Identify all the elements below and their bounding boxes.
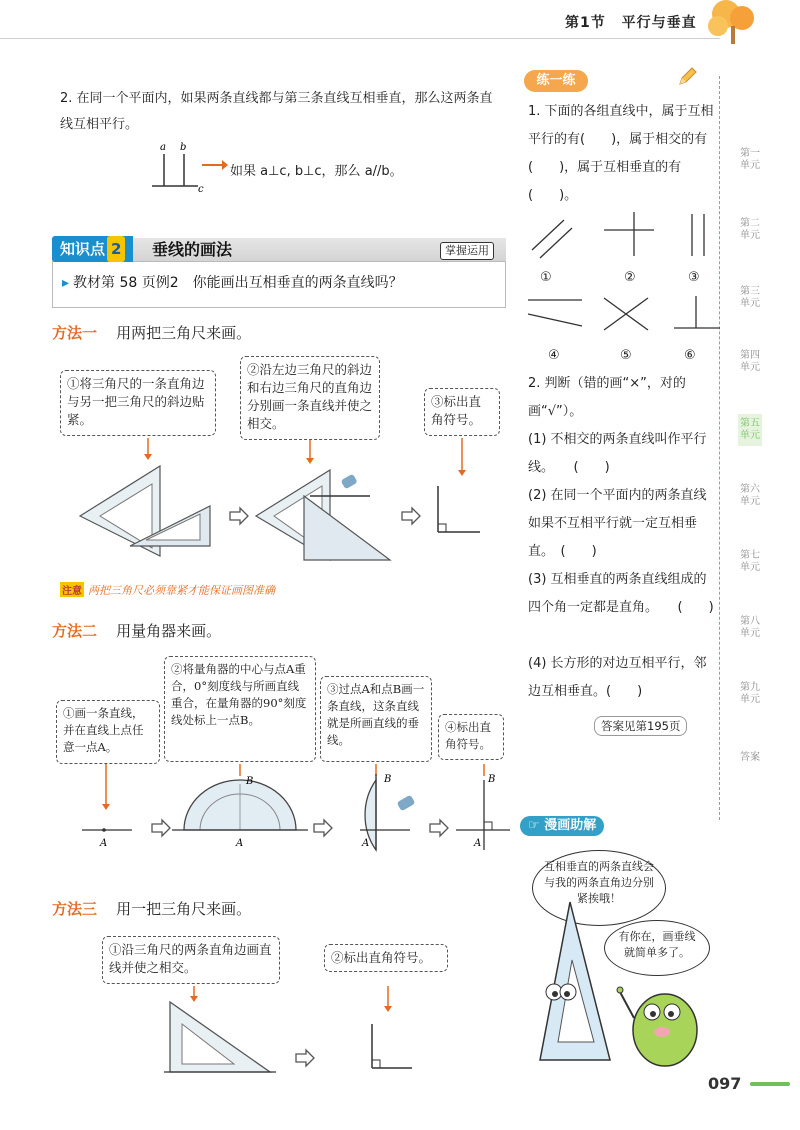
tab-unit-6[interactable]: 第六单元 <box>740 484 760 507</box>
method2-step1: ①画一条直线，并在直线上点任意一点A。 <box>56 700 160 764</box>
method3-text: 用一把三角尺来画。 <box>116 900 252 918</box>
fig-label-2: ② <box>624 270 636 285</box>
method1-step1: ①将三角尺的一条直角边与另一把三角尺的斜边贴紧。 <box>60 370 216 436</box>
section-name: 平行与垂直 <box>621 15 697 31</box>
method3-step1: ①沿三角尺的两条直角边画直线并使之相交。 <box>102 936 280 984</box>
speech-bubble-character: 有你在，画垂线就简单多了。 <box>604 920 710 976</box>
practice-q2-item1: (1) 不相交的两条直线叫作平行线。 ( ) <box>528 432 707 475</box>
knowledge-point-title: 垂线的画法 <box>152 240 233 259</box>
page-number: 097 <box>708 1074 742 1093</box>
practice-q1: 1. 下面的各组直线中，属于互相平行的有( )，属于相交的有( )，属于互相垂直的有( )。 <box>528 104 714 203</box>
method1-heading <box>52 322 251 343</box>
tab-unit-8[interactable]: 第八单元 <box>740 616 760 639</box>
method1-label: 方法一 <box>52 324 98 342</box>
practice-q2-item3: (3) 互相垂直的两条直线组成的四个角一定都是直角。 ( ) <box>528 572 714 615</box>
method2-step2: ②将量角器的中心与点A重合，0°刻度线与所画直线重合，在量角器的90°刻度线处标上一点B。 <box>164 656 316 762</box>
label-a: a <box>160 142 166 153</box>
fig-label-4: ④ <box>548 348 560 363</box>
cartoon-illustration <box>520 900 720 1070</box>
example-prompt <box>62 272 403 292</box>
note-text: 两把三角尺必须靠紧才能保证画图准确 <box>88 584 275 597</box>
answer-reference <box>594 716 687 736</box>
method3-figures <box>150 984 450 1084</box>
method1-step3: ③标出直角符号。 <box>424 388 500 436</box>
method2-text: 用量角器来画。 <box>116 622 222 640</box>
method2-fig1-label-a: A <box>100 838 108 849</box>
tab-unit-3[interactable]: 第三单元 <box>740 286 760 309</box>
method2-fig4-label-b: B <box>488 774 496 785</box>
knowledge-point-label: 知识点 <box>60 240 106 258</box>
triangle-bullet-icon: ▸ <box>62 275 70 291</box>
tab-unit-4[interactable]: 第四单元 <box>740 350 760 373</box>
method3-step2: ②标出直角符号。 <box>324 944 448 972</box>
mastery-badge: 掌握运用 <box>440 242 494 260</box>
practice-q2: 2. 判断（错的画“×”，对的画“√”）。 <box>528 376 686 419</box>
tab-unit-5[interactable]: 第五单元 <box>738 414 762 446</box>
method2-label: 方法二 <box>52 622 98 640</box>
method1-text: 用两把三角尺来画。 <box>116 324 252 342</box>
practice-tag: 练一练 <box>524 70 588 92</box>
parallel-rule-text: 2. 在同一个平面内，如果两条直线都与第三条直线互相垂直，那么这两条直线互相平行。 <box>60 91 493 132</box>
fig-label-3: ③ <box>688 270 700 285</box>
note-tag: 注意 <box>60 582 84 597</box>
parallel-lines-figure <box>150 140 210 194</box>
method3-label: 方法三 <box>52 900 98 918</box>
answer-ref-text: 答案见第195页 <box>601 719 681 733</box>
fig-label-5: ⑤ <box>620 348 632 363</box>
label-b: b <box>180 142 187 153</box>
note-line <box>60 582 275 598</box>
method2-step3: ③过点A和点B画一条直线，这条直线就是所画直线的垂线。 <box>320 676 432 762</box>
page-number-bar <box>750 1082 790 1086</box>
method2-figures <box>60 762 510 852</box>
practice-q2-item2: (2) 在同一个平面内的两条直线如果不互相平行就一定互相垂直。 ( ) <box>528 488 707 559</box>
tab-unit-2[interactable]: 第二单元 <box>740 218 760 241</box>
fig-label-1: ① <box>540 270 552 285</box>
method2-fig3-label-b: B <box>384 774 392 785</box>
arrow-right-icon <box>202 158 228 172</box>
practice-q2-item4: (4) 长方形的对边互相平行，邻边互相垂直。( ) <box>528 656 707 699</box>
tab-unit-9[interactable]: 第九单元 <box>740 682 760 705</box>
knowledge-point-tag <box>52 236 133 262</box>
pencil-icon <box>676 66 698 88</box>
header-rule <box>0 38 720 39</box>
method2-step4: ④标出直角符号。 <box>438 714 504 760</box>
tab-answers[interactable]: 答案 <box>740 752 760 763</box>
fig-label-6: ⑥ <box>684 348 696 363</box>
section-title <box>565 12 697 32</box>
parallel-caption: 如果 a⊥c, b⊥c，那么 a//b。 <box>230 164 403 179</box>
speech-bubble-ruler: 互相垂直的两条直线会与我的两条直角边分别紧挨哦！ <box>532 850 666 926</box>
cartoon-tag <box>520 816 604 836</box>
method2-fig2-label-b: B <box>246 776 254 787</box>
method3-heading <box>52 898 251 919</box>
section-number: 第1节 <box>565 15 606 31</box>
tab-unit-7[interactable]: 第七单元 <box>740 550 760 573</box>
method2-heading <box>52 620 221 641</box>
method2-fig3-label-a: A <box>362 838 370 849</box>
knowledge-point-number: 2 <box>107 236 125 262</box>
label-c: c <box>198 184 204 194</box>
tab-unit-1[interactable]: 第一单元 <box>740 148 760 171</box>
hand-point-icon: ☞ <box>528 818 540 833</box>
method1-step2: ②沿左边三角尺的斜边和右边三角尺的直角边分别画一条直线并使之相交。 <box>240 356 380 440</box>
method1-figures <box>60 436 510 586</box>
method2-fig4-label-a: A <box>474 838 482 849</box>
method2-fig2-label-a: A <box>236 838 244 849</box>
example-text: 教材第 58 页例2 你能画出互相垂直的两条直线吗？ <box>73 275 403 291</box>
cartoon-tag-text: 漫画助解 <box>544 818 597 833</box>
tree-decoration-icon <box>704 0 764 44</box>
